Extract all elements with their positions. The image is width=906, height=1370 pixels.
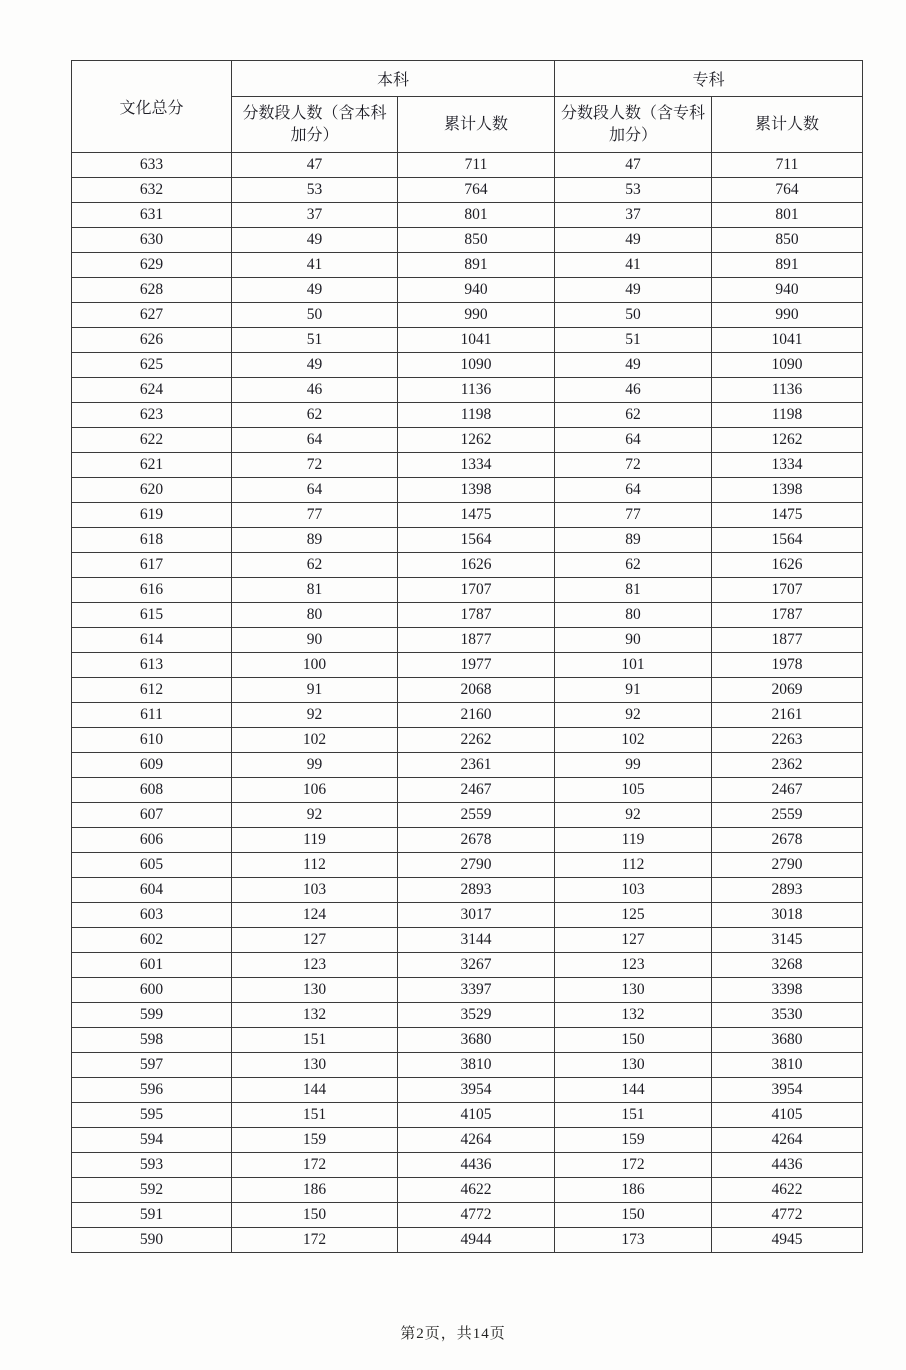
count-cell: 90 <box>232 628 398 653</box>
count-cell: 3810 <box>712 1053 863 1078</box>
table-row <box>72 1203 863 1228</box>
count-cell: 90 <box>555 628 712 653</box>
count-cell: 102 <box>232 728 398 753</box>
count-cell: 2893 <box>398 878 555 903</box>
count-cell: 3530 <box>712 1003 863 1028</box>
score-cell: 605 <box>72 853 232 878</box>
score-cell: 594 <box>72 1128 232 1153</box>
count-cell: 1564 <box>712 528 863 553</box>
table-row <box>72 703 863 728</box>
count-cell: 3398 <box>712 978 863 1003</box>
score-cell: 592 <box>72 1178 232 1203</box>
count-cell: 1041 <box>712 328 863 353</box>
count-cell: 92 <box>555 703 712 728</box>
count-cell: 4264 <box>398 1128 555 1153</box>
table-row <box>72 978 863 1003</box>
count-cell: 80 <box>555 603 712 628</box>
table-row <box>72 628 863 653</box>
count-cell: 186 <box>232 1178 398 1203</box>
count-cell: 47 <box>232 153 398 178</box>
table-row <box>72 753 863 778</box>
table-row <box>72 503 863 528</box>
score-cell: 599 <box>72 1003 232 1028</box>
table-row <box>72 778 863 803</box>
count-cell: 124 <box>232 903 398 928</box>
count-cell: 2069 <box>712 678 863 703</box>
count-cell: 2467 <box>398 778 555 803</box>
count-cell: 103 <box>555 878 712 903</box>
count-cell: 2893 <box>712 878 863 903</box>
table-row <box>72 203 863 228</box>
count-cell: 92 <box>232 703 398 728</box>
table-row <box>72 1078 863 1103</box>
count-cell: 4772 <box>712 1203 863 1228</box>
count-cell: 1978 <box>712 653 863 678</box>
count-cell: 1090 <box>712 353 863 378</box>
count-cell: 1198 <box>398 403 555 428</box>
count-cell: 801 <box>712 203 863 228</box>
count-cell: 80 <box>232 603 398 628</box>
count-cell: 112 <box>555 853 712 878</box>
count-cell: 2263 <box>712 728 863 753</box>
count-cell: 1398 <box>712 478 863 503</box>
count-cell: 1564 <box>398 528 555 553</box>
count-cell: 3018 <box>712 903 863 928</box>
count-cell: 102 <box>555 728 712 753</box>
count-cell: 123 <box>232 953 398 978</box>
table-row <box>72 1178 863 1203</box>
count-cell: 1262 <box>712 428 863 453</box>
score-cell: 625 <box>72 353 232 378</box>
header-score-total: 文化总分 <box>72 61 232 153</box>
count-cell: 1626 <box>398 553 555 578</box>
header-row-groups <box>72 61 863 97</box>
table-row <box>72 1153 863 1178</box>
table-row <box>72 253 863 278</box>
table-row <box>72 1228 863 1253</box>
count-cell: 2361 <box>398 753 555 778</box>
score-cell: 606 <box>72 828 232 853</box>
count-cell: 2161 <box>712 703 863 728</box>
count-cell: 46 <box>232 378 398 403</box>
count-cell: 37 <box>555 203 712 228</box>
table-row <box>72 1028 863 1053</box>
count-cell: 2678 <box>712 828 863 853</box>
count-cell: 37 <box>232 203 398 228</box>
score-cell: 611 <box>72 703 232 728</box>
count-cell: 891 <box>398 253 555 278</box>
table-row <box>72 928 863 953</box>
table-row <box>72 678 863 703</box>
table-row <box>72 178 863 203</box>
count-cell: 64 <box>555 478 712 503</box>
count-cell: 711 <box>712 153 863 178</box>
count-cell: 101 <box>555 653 712 678</box>
score-cell: 602 <box>72 928 232 953</box>
count-cell: 1877 <box>398 628 555 653</box>
count-cell: 4436 <box>398 1153 555 1178</box>
count-cell: 3017 <box>398 903 555 928</box>
count-cell: 151 <box>555 1103 712 1128</box>
header-benke-segment: 分数段人数（含本科加分） <box>232 97 398 153</box>
score-cell: 621 <box>72 453 232 478</box>
table-row <box>72 553 863 578</box>
count-cell: 3680 <box>398 1028 555 1053</box>
score-cell: 619 <box>72 503 232 528</box>
count-cell: 1475 <box>712 503 863 528</box>
table-row <box>72 828 863 853</box>
count-cell: 2678 <box>398 828 555 853</box>
count-cell: 49 <box>232 228 398 253</box>
count-cell: 1262 <box>398 428 555 453</box>
count-cell: 49 <box>555 228 712 253</box>
count-cell: 49 <box>232 353 398 378</box>
count-cell: 89 <box>555 528 712 553</box>
count-cell: 172 <box>555 1153 712 1178</box>
count-cell: 1877 <box>712 628 863 653</box>
header-group-zhuanke: 专科 <box>555 61 863 97</box>
count-cell: 159 <box>232 1128 398 1153</box>
count-cell: 125 <box>555 903 712 928</box>
count-cell: 186 <box>555 1178 712 1203</box>
count-cell: 3397 <box>398 978 555 1003</box>
count-cell: 1136 <box>398 378 555 403</box>
count-cell: 4772 <box>398 1203 555 1228</box>
count-cell: 990 <box>398 303 555 328</box>
count-cell: 1707 <box>398 578 555 603</box>
count-cell: 144 <box>555 1078 712 1103</box>
header-zhuanke-segment: 分数段人数（含专科加分） <box>555 97 712 153</box>
count-cell: 764 <box>712 178 863 203</box>
count-cell: 103 <box>232 878 398 903</box>
table-row <box>72 728 863 753</box>
count-cell: 41 <box>555 253 712 278</box>
score-cell: 614 <box>72 628 232 653</box>
score-cell: 626 <box>72 328 232 353</box>
count-cell: 46 <box>555 378 712 403</box>
score-cell: 630 <box>72 228 232 253</box>
count-cell: 49 <box>555 278 712 303</box>
count-cell: 1041 <box>398 328 555 353</box>
count-cell: 801 <box>398 203 555 228</box>
table-row <box>72 953 863 978</box>
count-cell: 99 <box>555 753 712 778</box>
count-cell: 106 <box>232 778 398 803</box>
count-cell: 81 <box>555 578 712 603</box>
count-cell: 81 <box>232 578 398 603</box>
count-cell: 3529 <box>398 1003 555 1028</box>
score-cell: 618 <box>72 528 232 553</box>
score-cell: 597 <box>72 1053 232 1078</box>
count-cell: 4105 <box>398 1103 555 1128</box>
count-cell: 100 <box>232 653 398 678</box>
count-cell: 123 <box>555 953 712 978</box>
count-cell: 50 <box>232 303 398 328</box>
count-cell: 1787 <box>712 603 863 628</box>
score-cell: 615 <box>72 603 232 628</box>
count-cell: 2262 <box>398 728 555 753</box>
count-cell: 1334 <box>712 453 863 478</box>
count-cell: 62 <box>232 403 398 428</box>
count-cell: 62 <box>555 553 712 578</box>
score-cell: 596 <box>72 1078 232 1103</box>
score-cell: 593 <box>72 1153 232 1178</box>
count-cell: 4622 <box>712 1178 863 1203</box>
count-cell: 2362 <box>712 753 863 778</box>
count-cell: 3954 <box>398 1078 555 1103</box>
count-cell: 64 <box>232 428 398 453</box>
score-cell: 632 <box>72 178 232 203</box>
count-cell: 72 <box>232 453 398 478</box>
score-cell: 623 <box>72 403 232 428</box>
count-cell: 3144 <box>398 928 555 953</box>
score-cell: 609 <box>72 753 232 778</box>
score-cell: 604 <box>72 878 232 903</box>
score-cell: 627 <box>72 303 232 328</box>
score-cell: 590 <box>72 1228 232 1253</box>
header-zhuanke-cumulative: 累计人数 <box>712 97 863 153</box>
table-row <box>72 1103 863 1128</box>
count-cell: 891 <box>712 253 863 278</box>
count-cell: 1787 <box>398 603 555 628</box>
table-row <box>72 528 863 553</box>
score-cell: 608 <box>72 778 232 803</box>
count-cell: 1136 <box>712 378 863 403</box>
count-cell: 150 <box>232 1203 398 1228</box>
count-cell: 150 <box>555 1028 712 1053</box>
count-cell: 1475 <box>398 503 555 528</box>
count-cell: 4436 <box>712 1153 863 1178</box>
count-cell: 1977 <box>398 653 555 678</box>
table-row <box>72 878 863 903</box>
table-row <box>72 328 863 353</box>
table-row <box>72 803 863 828</box>
score-cell: 610 <box>72 728 232 753</box>
count-cell: 119 <box>555 828 712 853</box>
count-cell: 1198 <box>712 403 863 428</box>
count-cell: 940 <box>398 278 555 303</box>
count-cell: 2068 <box>398 678 555 703</box>
count-cell: 172 <box>232 1228 398 1253</box>
count-cell: 53 <box>232 178 398 203</box>
count-cell: 2467 <box>712 778 863 803</box>
count-cell: 49 <box>232 278 398 303</box>
score-cell: 598 <box>72 1028 232 1053</box>
count-cell: 119 <box>232 828 398 853</box>
header-group-benke: 本科 <box>232 61 555 97</box>
table-row <box>72 353 863 378</box>
count-cell: 850 <box>712 228 863 253</box>
count-cell: 130 <box>555 1053 712 1078</box>
score-cell: 601 <box>72 953 232 978</box>
count-cell: 940 <box>712 278 863 303</box>
score-cell: 616 <box>72 578 232 603</box>
count-cell: 4945 <box>712 1228 863 1253</box>
table-body <box>72 153 863 1253</box>
count-cell: 4105 <box>712 1103 863 1128</box>
score-cell: 628 <box>72 278 232 303</box>
score-cell: 603 <box>72 903 232 928</box>
count-cell: 2160 <box>398 703 555 728</box>
count-cell: 62 <box>232 553 398 578</box>
count-cell: 62 <box>555 403 712 428</box>
score-cell: 591 <box>72 1203 232 1228</box>
count-cell: 850 <box>398 228 555 253</box>
count-cell: 4264 <box>712 1128 863 1153</box>
count-cell: 92 <box>232 803 398 828</box>
count-cell: 144 <box>232 1078 398 1103</box>
score-cell: 622 <box>72 428 232 453</box>
count-cell: 2790 <box>398 853 555 878</box>
count-cell: 130 <box>232 978 398 1003</box>
count-cell: 132 <box>555 1003 712 1028</box>
count-cell: 64 <box>232 478 398 503</box>
count-cell: 112 <box>232 853 398 878</box>
count-cell: 151 <box>232 1103 398 1128</box>
count-cell: 132 <box>232 1003 398 1028</box>
count-cell: 50 <box>555 303 712 328</box>
count-cell: 1707 <box>712 578 863 603</box>
count-cell: 91 <box>555 678 712 703</box>
score-cell: 595 <box>72 1103 232 1128</box>
score-cell: 624 <box>72 378 232 403</box>
count-cell: 127 <box>232 928 398 953</box>
count-cell: 127 <box>555 928 712 953</box>
count-cell: 172 <box>232 1153 398 1178</box>
score-cell: 607 <box>72 803 232 828</box>
table-row <box>72 403 863 428</box>
count-cell: 3810 <box>398 1053 555 1078</box>
count-cell: 51 <box>555 328 712 353</box>
score-table <box>71 60 863 1253</box>
table-row <box>72 653 863 678</box>
count-cell: 105 <box>555 778 712 803</box>
table-row <box>72 428 863 453</box>
count-cell: 89 <box>232 528 398 553</box>
count-cell: 2559 <box>398 803 555 828</box>
count-cell: 92 <box>555 803 712 828</box>
count-cell: 77 <box>232 503 398 528</box>
table-row <box>72 1053 863 1078</box>
table-row <box>72 378 863 403</box>
score-cell: 612 <box>72 678 232 703</box>
count-cell: 72 <box>555 453 712 478</box>
count-cell: 2790 <box>712 853 863 878</box>
count-cell: 4622 <box>398 1178 555 1203</box>
count-cell: 130 <box>232 1053 398 1078</box>
table-row <box>72 1003 863 1028</box>
table-row <box>72 578 863 603</box>
table-row <box>72 903 863 928</box>
score-cell: 617 <box>72 553 232 578</box>
table-row <box>72 453 863 478</box>
count-cell: 1090 <box>398 353 555 378</box>
count-cell: 47 <box>555 153 712 178</box>
table-row <box>72 478 863 503</box>
count-cell: 3145 <box>712 928 863 953</box>
count-cell: 41 <box>232 253 398 278</box>
count-cell: 2559 <box>712 803 863 828</box>
count-cell: 4944 <box>398 1228 555 1253</box>
count-cell: 150 <box>555 1203 712 1228</box>
count-cell: 990 <box>712 303 863 328</box>
table-row <box>72 303 863 328</box>
count-cell: 3680 <box>712 1028 863 1053</box>
count-cell: 77 <box>555 503 712 528</box>
count-cell: 3954 <box>712 1078 863 1103</box>
count-cell: 1334 <box>398 453 555 478</box>
page-number-footer: 第2页，共14页 <box>400 1326 506 1342</box>
table-row <box>72 228 863 253</box>
count-cell: 151 <box>232 1028 398 1053</box>
count-cell: 1626 <box>712 553 863 578</box>
count-cell: 91 <box>232 678 398 703</box>
table-row <box>72 1128 863 1153</box>
count-cell: 130 <box>555 978 712 1003</box>
score-cell: 620 <box>72 478 232 503</box>
count-cell: 1398 <box>398 478 555 503</box>
count-cell: 51 <box>232 328 398 353</box>
score-cell: 631 <box>72 203 232 228</box>
score-cell: 629 <box>72 253 232 278</box>
header-benke-cumulative: 累计人数 <box>398 97 555 153</box>
count-cell: 711 <box>398 153 555 178</box>
table-row <box>72 153 863 178</box>
count-cell: 64 <box>555 428 712 453</box>
table-header <box>72 61 863 153</box>
score-cell: 600 <box>72 978 232 1003</box>
table-row <box>72 853 863 878</box>
score-cell: 633 <box>72 153 232 178</box>
count-cell: 3267 <box>398 953 555 978</box>
count-cell: 764 <box>398 178 555 203</box>
count-cell: 53 <box>555 178 712 203</box>
count-cell: 3268 <box>712 953 863 978</box>
count-cell: 159 <box>555 1128 712 1153</box>
table-row <box>72 278 863 303</box>
count-cell: 49 <box>555 353 712 378</box>
count-cell: 99 <box>232 753 398 778</box>
count-cell: 173 <box>555 1228 712 1253</box>
table-row <box>72 603 863 628</box>
score-cell: 613 <box>72 653 232 678</box>
